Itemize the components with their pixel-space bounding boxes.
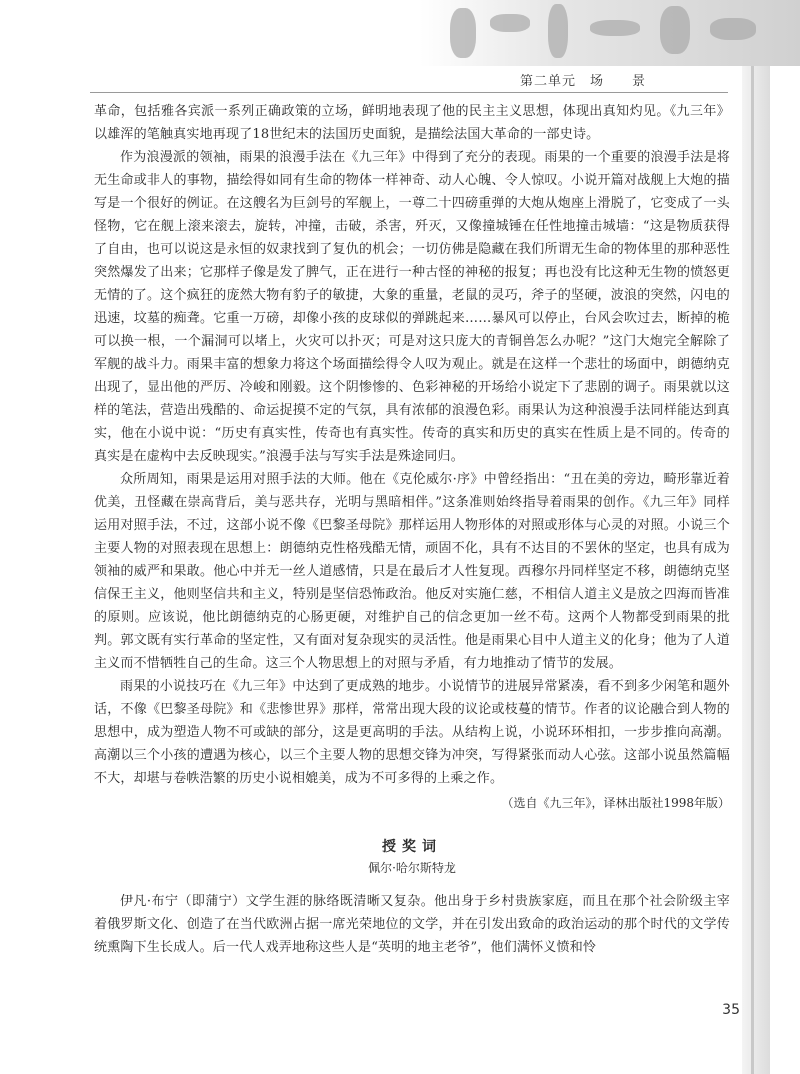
header-rule	[90, 92, 728, 93]
running-header: 第二单元 场 景	[520, 74, 647, 89]
body-paragraph: 众所周知，雨果是运用对照手法的大师。他在《克伦威尔·序》中曾经指出：“丑在美的旁边，畸形靠近着优美，丑怪藏在崇高背后，美与恶共存，光明与黑暗相伴。”这条准则始终指导着雨果的创作。《九三年》同样运用对照手法，不过，这部小说不像《巴黎圣母院》那样运用人物形体的对照或形体与心灵的对照。小说三个主要人物的对照表现在思想上：朗德纳克性格残酷无情，顽固不化，具有不达目的不罢休的坚定，也具有成为领袖的威严和果敢。他心中并无一丝人道感情，只是在最后才人性复现。西穆尔丹同样坚定不移，朗德纳克坚信保王主义，他则坚信共和主义，特别是坚信恐怖政治。他反对实施仁慈，不相信人道主义是放之四海而皆准的原则。应该说，他比朗德纳克的心肠更硬，对维护自己的信念更加一丝不苟。这两个人物都受到雨果的批判。郭文既有实行革命的坚定性，又有面对复杂现实的灵活性。他是雨果心目中人道主义的化身；他为了人道主义而不惜牺牲自己的生命。这三个人物思想上的对照与矛盾，有力地推动了情节的发展。	[94, 472, 730, 671]
header-decoration	[420, 0, 800, 66]
body-paragraph: 作为浪漫派的领袖，雨果的浪漫手法在《九三年》中得到了充分的表现。雨果的一个重要的浪漫手法是将无生命或非人的事物，描绘得如同有生命的物体一样神奇、动人心魄、令人惊叹。小说开篇对战舰上大炮的描写是一个很好的例证。在这艘名为巨剑号的军舰上，一尊二十四磅重弹的大炮从炮座上滑脱了，它变成了一头怪物，它在舰上滚来滚去，旋转，冲撞，击破，杀害，歼灭，又像撞城锤在任性地撞击城墙：“这是物质获得了自由，也可以说这是永恒的奴隶找到了复仇的机会；一切仿佛是隐藏在我们所谓无生命的物体里的那种恶性突然爆发了出来；它那样子像是发了脾气，正在进行一种古怪的神秘的报复；再也没有比这种无生物的愤怒更无情的了。这个疯狂的庞然大物有豹子的敏捷，大象的重量，老鼠的灵巧，斧子的坚硬，波浪的突然，闪电的迅速，坟墓的痴聋。它重一万磅，却像小孩的皮球似的弹跳起来……暴风可以停止，台风会吹过去，断掉的桅可以换一根，一个漏洞可以堵上，火灾可以扑灭；可是对这只庞大的青铜兽怎么办呢？”这门大炮完全解除了军舰的战斗力。雨果丰富的想象力将这个场面描绘得令人叹为观止。就是在这样一个悲壮的场面中，朗德纳克出现了，显出他的严厉、冷峻和刚毅。这个阴惨惨的、色彩神秘的开场给小说定下了悲剧的调子。雨果就以这样的笔法，营造出残酷的、命运捉摸不定的气氛，具有浓郁的浪漫色彩。雨果认为这种浪漫手法同样能达到真实，他在小说中说：“历史有真实性，传奇也有真实性。传奇的真实和历史的真实在性质上是不同的。传奇的真实是在虚构中去反映现实。”浪漫手法与写实手法是殊途同归。	[94, 150, 730, 464]
side-decoration-strip	[742, 66, 770, 1074]
section-author: 佩尔·哈尔斯特龙	[368, 861, 456, 875]
section-paragraph: 伊凡·布宁（即蒲宁）文学生涯的脉络既清晰又复杂。他出身于乡村贵族家庭，而且在那个社会阶级主宰着俄罗斯文化、创造了在当代欧洲占据一席光荣地位的文学，并在引发出致命的政治运动的那个时代的文学传统熏陶下生长成人。后一代人戏弄地称这些人是“英明的地主老爷”，他们满怀义愤和怜	[94, 894, 730, 955]
source-note: （选自《九三年》，译林出版社1998年版）	[501, 796, 730, 810]
body-paragraph: 雨果的小说技巧在《九三年》中达到了更成熟的地步。小说情节的进展异常紧凑，看不到多少闲笔和题外话，不像《巴黎圣母院》和《悲惨世界》那样，常常出现大段的议论或枝蔓的情节。作者的议论融合到人物的思想中，成为塑造人物不可或缺的部分，这是更高明的手法。从结构上说，小说环环相扣，一步步推向高潮。高潮以三个小孩的遭遇为核心，以三个主要人物的思想交锋为冲突，写得紧张而动人心弦。这部小说虽然篇幅不大，却堪与卷帙浩繁的历史小说相媲美，成为不可多得的上乘之作。	[94, 679, 730, 786]
body-paragraph: 革命，包括雅各宾派一系列正确政策的立场，鲜明地表现了他的民主主义思想，体现出真知灼见。《九三年》以雄浑的笔触真实地再现了18世纪末的法国历史面貌，是描绘法国大革命的一部史诗。	[94, 104, 730, 142]
section-title: 授奖词	[382, 839, 442, 855]
page-number: 35	[722, 1002, 740, 1018]
page-content	[94, 100, 730, 959]
